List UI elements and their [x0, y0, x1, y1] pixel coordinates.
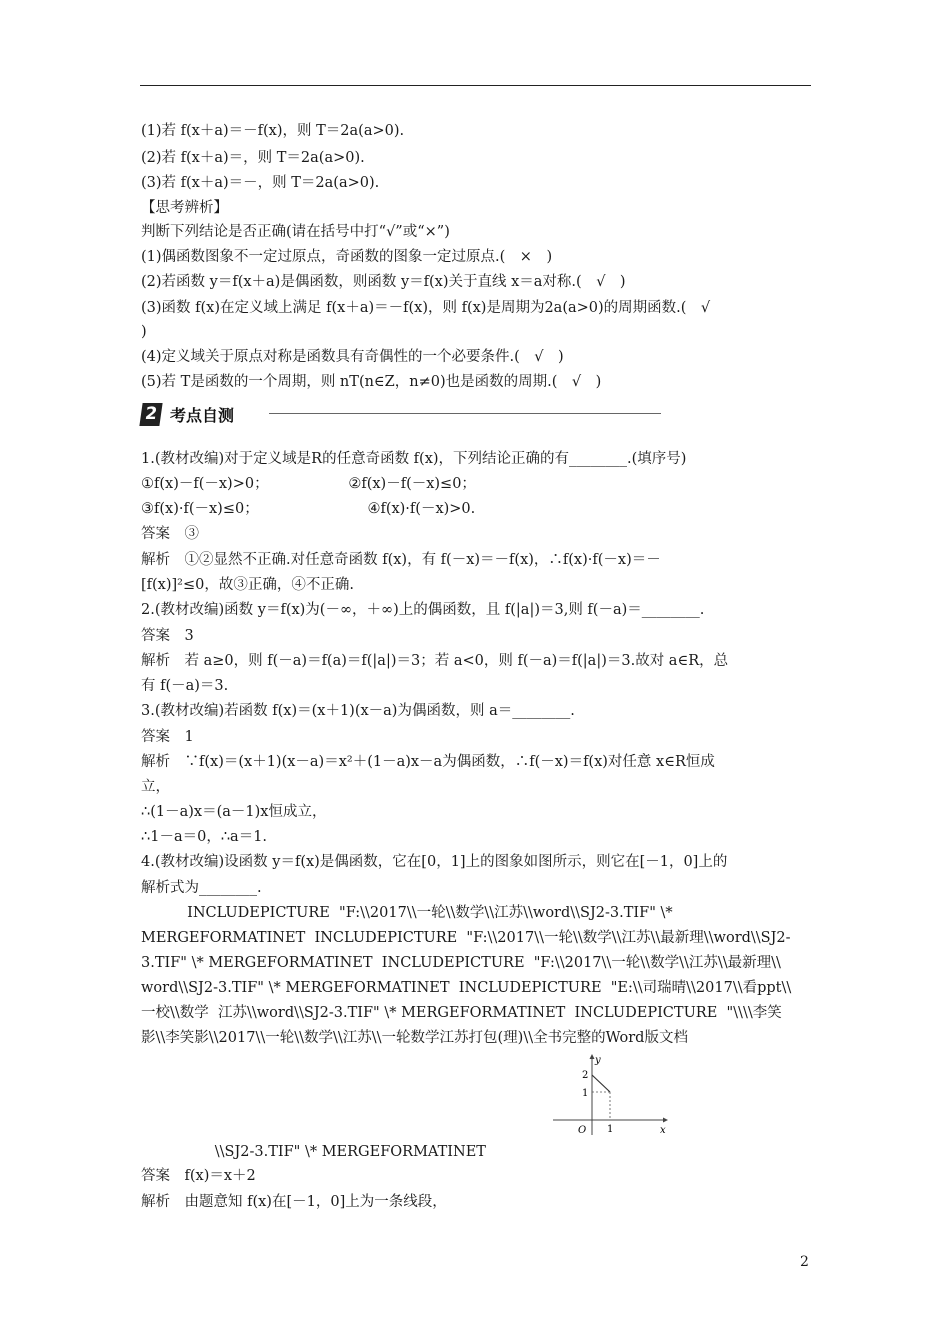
tick-label-x1: 1 [607, 1124, 614, 1135]
text-line: INCLUDEPICTURE "F:\\2017\\一轮\\数学\\江苏\\word\\SJ2-3.TIF" \* [141, 905, 673, 921]
text-line: 解析 ∵f(x)＝(x＋1)(x－a)＝x²＋(1－a)x－a为偶函数，∴f(－x)＝f(x)对任意 x∈R恒成 [141, 754, 715, 770]
text-line: 1.(教材改编)对于定义域是R的任意奇函数 f(x)，下列结论正确的有________.(填序号) [141, 451, 687, 467]
function-segment [592, 1075, 610, 1092]
text-line: ∴(1－a)x＝(a－1)x恒成立， [141, 804, 327, 820]
tick-label-y2: 2 [582, 1070, 589, 1081]
x-axis-arrow [663, 1118, 668, 1123]
text-line: ①f(x)－f(－x)>0； ②f(x)－f(－x)≤0； [141, 476, 476, 492]
text-line: ③f(x)·f(－x)≤0； ④f(x)·f(－x)>0. [141, 501, 476, 517]
text-line: \\SJ2-3.TIF" \* MERGEFORMATINET [141, 1144, 486, 1160]
y-axis-label: y [595, 1055, 601, 1066]
text-line: (3)函数 f(x)在定义域上满足 f(x＋a)＝－f(x)，则 f(x)是周期为2a(a>0)的周期函数.( √ [141, 300, 711, 316]
text-line: 判断下列结论是否正确(请在括号中打“√”或“×”) [141, 224, 450, 240]
text-line: 答案 3 [141, 628, 194, 644]
x-axis-label: x [660, 1125, 666, 1136]
text-line: (1)偶函数图象不一定过原点，奇函数的图象一定过原点.( × ) [141, 249, 553, 265]
text-line: ) [141, 324, 147, 340]
text-line: 影\\李笑影\\2017\\一轮\\数学\\江苏\\一轮数学江苏打包(理)\\全书完整的Word版文档 [141, 1030, 688, 1046]
text-line: 答案 ③ [141, 526, 199, 542]
text-line: MERGEFORMATINET INCLUDEPICTURE "F:\\2017\\一轮\\数学\\江苏\\最新理\\word\\SJ2- [141, 930, 791, 946]
text-line: 解析式为________. [141, 880, 262, 896]
text-line: 【思考辨析】 [141, 200, 228, 216]
text-line: (2)若函数 y＝f(x＋a)是偶函数，则函数 y＝f(x)关于直线 x＝a对称.( √ ) [141, 274, 626, 290]
text-line: 有 f(－a)＝3. [141, 678, 229, 694]
text-line: (5)若 T是函数的一个周期，则 nT(n∈Z，n≠0)也是函数的周期.( √ ) [141, 374, 602, 390]
section-rule [269, 413, 661, 414]
section-number: 2 [139, 403, 162, 426]
text-line: (3)若 f(x＋a)＝－，则 T＝2a(a>0). [141, 175, 380, 191]
text-line: 3.(教材改编)若函数 f(x)＝(x＋1)(x－a)为偶函数，则 a＝________. [141, 703, 575, 719]
text-line: 解析 若 a≥0，则 f(－a)＝f(a)＝f(|a|)＝3；若 a<0，则 f(－a)＝f(|a|)＝3.故对 a∈R，总 [141, 653, 729, 669]
origin-label: O [578, 1125, 587, 1136]
text-line: word\\SJ2-3.TIF" \* MERGEFORMATINET INCLUDEPICTURE "E:\\司瑞晴\\2017\\看ppt\\ [141, 980, 792, 996]
text-line: ∴1－a＝0，∴a＝1. [141, 829, 268, 845]
text-line: (1)若 f(x＋a)＝－f(x)，则 T＝2a(a>0). [141, 123, 405, 139]
header-rule [140, 85, 811, 86]
section-title: 考点自测 [170, 405, 235, 425]
text-line: 2.(教材改编)函数 y＝f(x)为(－∞，＋∞)上的偶函数，且 f(|a|)＝3,则 f(－a)＝________. [141, 602, 705, 618]
text-line: 4.(教材改编)设函数 y＝f(x)是偶函数，它在[0，1]上的图象如图所示，则它在[－1，0]上的 [141, 854, 728, 870]
text-line: (4)定义域关于原点对称是函数具有奇偶性的一个必要条件.( √ ) [141, 349, 564, 365]
page-number: 2 [800, 1254, 809, 1270]
text-line: 答案 f(x)＝x＋2 [141, 1168, 256, 1184]
section-heading [141, 401, 234, 427]
y-axis-arrow [590, 1054, 595, 1059]
text-line: (2)若 f(x＋a)＝，则 T＝2a(a>0). [141, 150, 365, 166]
text-line: 解析 ①②显然不正确.对任意奇函数 f(x)，有 f(－x)＝－f(x)，∴f(x)·f(－x)＝－ [141, 552, 661, 568]
text-line: 一校\\数学 江苏\\word\\SJ2-3.TIF" \* MERGEFORMATINET INCLUDEPICTURE "\\\\李笑 [141, 1005, 782, 1021]
function-graph [545, 1053, 675, 1138]
text-line: 答案 1 [141, 729, 194, 745]
text-line: 立， [141, 779, 170, 795]
tick-label-y1: 1 [582, 1088, 589, 1099]
text-line: 3.TIF" \* MERGEFORMATINET INCLUDEPICTURE "F:\\2017\\一轮\\数学\\江苏\\最新理\\ [141, 955, 781, 971]
text-line: [f(x)]²≤0，故③正确，④不正确. [141, 577, 354, 593]
text-line: 解析 由题意知 f(x)在[－1，0]上为一条线段， [141, 1194, 447, 1210]
